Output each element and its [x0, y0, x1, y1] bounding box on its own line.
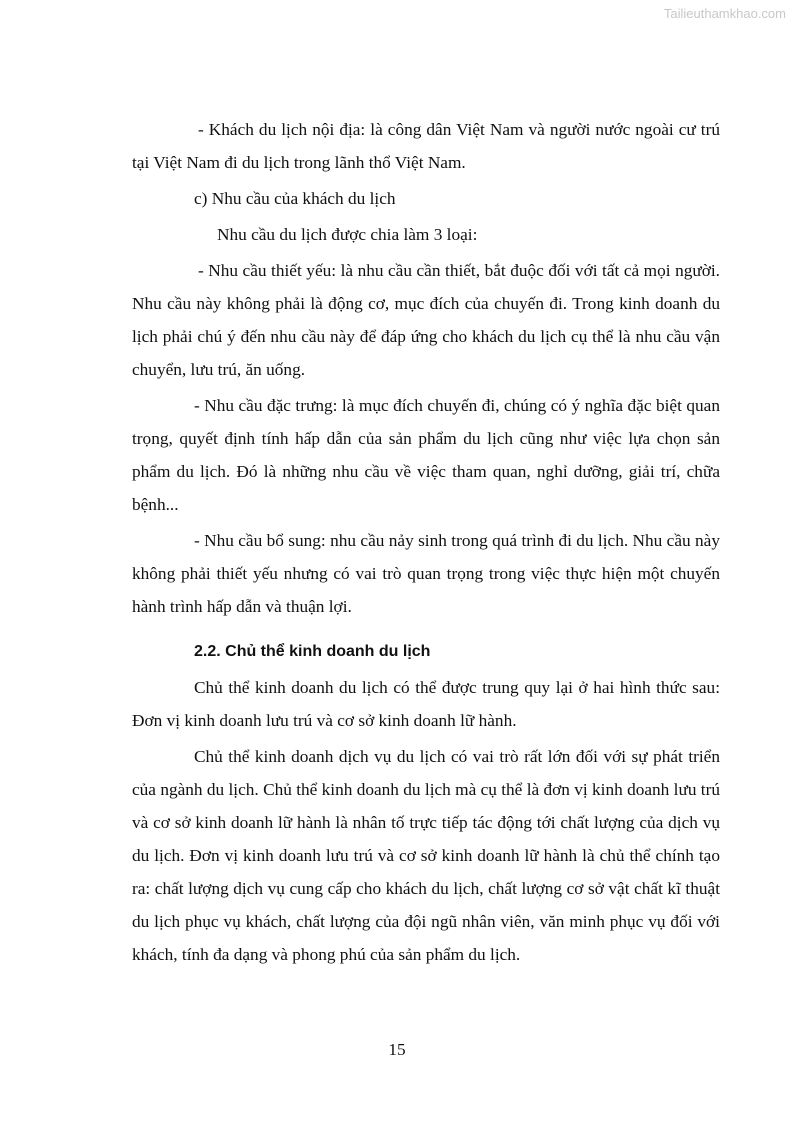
page-number: 15	[388, 1040, 406, 1059]
section-heading: 2.2. Chủ thể kinh doanh du lịch	[194, 643, 431, 660]
paragraph-entity-role: Chủ thể kinh doanh dịch vụ du lịch có vai trò rất lớn đối với sự phát triển của ngành du lịch. Chủ thể kinh doanh du lịch mà cụ thể là đơn vị kinh doanh lưu trú và cơ sở kinh doanh lữ hành là nhân tố trực tiếp tác động tới chất lượng của dịch vụ du lịch. Đơn vị kinh doanh lưu trú và cơ sở kinh doanh lữ hành là chủ thể chính tạo ra: chất lượng dịch vụ cung cấp cho khách du lịch, chất lượng cơ sở vật chất kĩ thuật du lịch phục vụ khách, chất lượng của đội ngũ nhân viên, văn minh phục vụ đối với khách, tính đa dạng và phong phú của sản phẩm du lịch.	[132, 747, 720, 964]
paragraph-business-entities: Chủ thể kinh doanh du lịch có thể được trung quy lại ở hai hình thức sau: Đơn vị kinh doanh lưu trú và cơ sở kinh doanh lữ hành.	[132, 678, 720, 730]
paragraph-supplementary-needs: - Nhu cầu bổ sung: nhu cầu nảy sinh trong quá trình đi du lịch. Nhu cầu này không phải thiết yếu nhưng có vai trò quan trọng trong việc thực hiện một chuyến hành trình hấp dẫn và thuận lợi.	[132, 531, 720, 616]
paragraph-domestic-tourist: - Khách du lịch nội địa: là công dân Việt Nam và người nước ngoài cư trú tại Việt Nam đi du lịch trong lãnh thổ Việt Nam.	[132, 120, 720, 172]
paragraph-essential-needs: - Nhu cầu thiết yếu: là nhu cầu cần thiết, bắt đuộc đối với tất cả mọi người. Nhu cầu này không phải là động cơ, mục đích của chuyến đi. Trong kinh doanh du lịch phải chú ý đến nhu cầu này để đáp ứng cho khách du lịch cụ thể là nhu cầu vận chuyển, lưu trú, ăn uống.	[132, 261, 720, 379]
paragraph-characteristic-needs: - Nhu cầu đặc trưng: là mục đích chuyến đi, chúng có ý nghĩa đặc biệt quan trọng, quyết định tính hấp dẫn của sản phẩm du lịch cũng như việc lựa chọn sản phẩm du lịch. Đó là những nhu cầu về việc tham quan, nghỉ dưỡng, giải trí, chữa bệnh...	[132, 396, 720, 514]
paragraph-needs-intro: Nhu cầu du lịch được chia làm 3 loại:	[217, 225, 478, 244]
subsection-title-tourist-needs: c) Nhu cầu của khách du lịch	[194, 189, 396, 208]
document-page	[132, 113, 720, 971]
watermark: Tailieuthamkhao.com	[663, 6, 786, 21]
